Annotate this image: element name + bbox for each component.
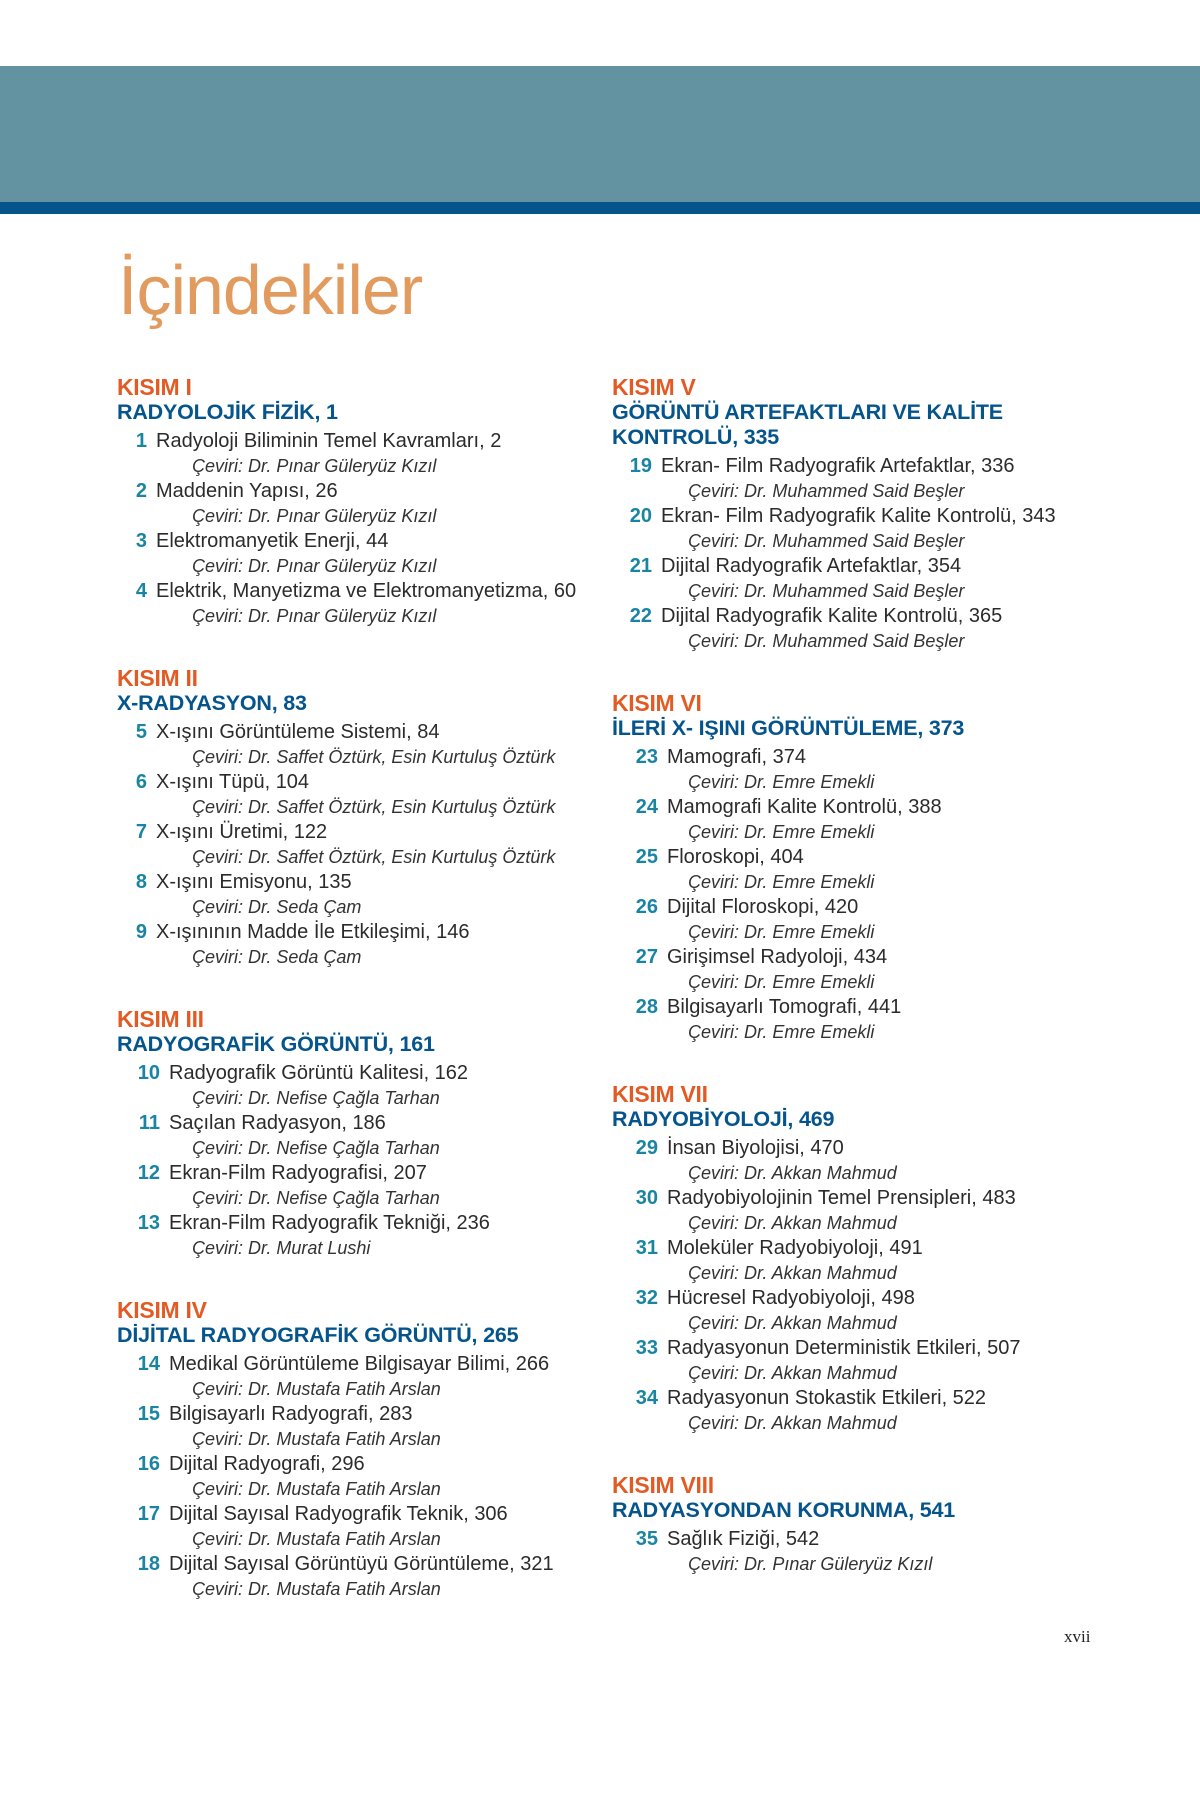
chapter-translator: Çeviri: Dr. Akkan Mahmud	[688, 1313, 897, 1333]
chapter-translator: Çeviri: Dr. Akkan Mahmud	[688, 1263, 897, 1283]
chapter-title: Girişimsel Radyoloji, 434	[667, 946, 888, 968]
chapter-number: 35	[635, 1528, 658, 1550]
chapter-entry[interactable]	[117, 1061, 597, 1111]
part-title: RADYASYONDAN KORUNMA, 541	[612, 1498, 956, 1522]
chapter-entry[interactable]	[612, 1186, 1082, 1236]
chapter-entry[interactable]	[117, 529, 597, 579]
chapter-entry[interactable]	[117, 579, 597, 629]
page-number: xvii	[1064, 1627, 1091, 1646]
part-label: KISIM II	[117, 665, 198, 691]
chapter-translator: Çeviri: Dr. Murat Lushi	[192, 1238, 371, 1258]
chapter-number: 25	[635, 846, 658, 868]
chapter-entry[interactable]	[612, 845, 1082, 895]
chapter-number: 7	[135, 821, 147, 843]
chapter-number: 17	[137, 1503, 160, 1525]
chapter-entry[interactable]	[117, 1452, 597, 1502]
part-label: KISIM VI	[612, 690, 702, 716]
chapter-entry[interactable]	[612, 1286, 1082, 1336]
chapter-entry[interactable]	[612, 454, 1082, 504]
chapter-entry[interactable]	[612, 795, 1082, 845]
chapter-title: X-ışınının Madde İle Etkileşimi, 146	[156, 921, 470, 943]
chapter-number: 8	[135, 871, 147, 893]
part-title: RADYOLOJİK FİZİK, 1	[117, 400, 338, 424]
part-section	[117, 1297, 597, 1602]
chapter-translator: Çeviri: Dr. Mustafa Fatih Arslan	[192, 1379, 441, 1399]
chapter-entry[interactable]	[117, 1502, 597, 1552]
part-label: KISIM III	[117, 1006, 204, 1032]
chapter-number: 9	[135, 921, 147, 943]
chapter-number: 34	[635, 1387, 658, 1409]
chapter-translator: Çeviri: Dr. Saffet Öztürk, Esin Kurtuluş Öztürk	[192, 797, 556, 817]
chapter-number: 20	[629, 505, 652, 527]
chapter-title: Ekran- Film Radyografik Artefaktlar, 336	[661, 455, 1015, 477]
part-title: RADYOBİYOLOJİ, 469	[612, 1107, 835, 1131]
chapter-title: Maddenin Yapısı, 26	[156, 480, 338, 502]
chapter-entry[interactable]	[612, 995, 1082, 1045]
chapter-number: 5	[135, 721, 147, 743]
chapter-entry[interactable]	[117, 870, 597, 920]
part-label: KISIM VIII	[612, 1472, 714, 1498]
chapter-translator: Çeviri: Dr. Muhammed Said Beşler	[688, 631, 965, 651]
chapter-number: 18	[137, 1553, 160, 1575]
chapter-entry[interactable]	[117, 1211, 597, 1261]
chapter-number: 13	[137, 1212, 160, 1234]
chapter-number: 30	[635, 1187, 658, 1209]
chapter-entry[interactable]	[117, 479, 597, 529]
chapter-number: 21	[629, 555, 652, 577]
chapter-title: Ekran-Film Radyografik Tekniği, 236	[169, 1212, 490, 1234]
chapter-translator: Çeviri: Dr. Seda Çam	[192, 897, 362, 917]
chapter-title: X-ışını Emisyonu, 135	[156, 871, 352, 893]
chapter-number: 10	[137, 1062, 160, 1084]
chapter-entry[interactable]	[117, 820, 597, 870]
part-section	[612, 1472, 1082, 1577]
page-title: İçindekiler	[118, 251, 423, 329]
part-section	[612, 374, 1082, 654]
chapter-number: 6	[135, 771, 147, 793]
chapter-title: Ekran-Film Radyografisi, 207	[169, 1162, 427, 1184]
chapter-entry[interactable]	[117, 429, 597, 479]
chapter-title: Sağlık Fiziği, 542	[667, 1528, 820, 1550]
chapter-title: Dijital Sayısal Görüntüyü Görüntüleme, 321	[169, 1553, 554, 1575]
chapter-number: 19	[629, 455, 652, 477]
chapter-entry[interactable]	[612, 604, 1082, 654]
chapter-entry[interactable]	[117, 720, 597, 770]
chapter-title: Moleküler Radyobiyoloji, 491	[667, 1237, 923, 1259]
chapter-title: Dijital Floroskopi, 420	[667, 896, 859, 918]
chapter-translator: Çeviri: Dr. Mustafa Fatih Arslan	[192, 1429, 441, 1449]
chapter-title: Ekran- Film Radyografik Kalite Kontrolü, 343	[661, 505, 1056, 527]
part-title: İLERİ X- IŞINI GÖRÜNTÜLEME, 373	[612, 716, 965, 740]
chapter-title: Bilgisayarlı Tomografi, 441	[667, 996, 902, 1018]
chapter-number: 32	[635, 1287, 658, 1309]
chapter-entry[interactable]	[117, 770, 597, 820]
chapter-number: 14	[137, 1353, 160, 1375]
part-section	[117, 665, 597, 970]
chapter-number: 12	[137, 1162, 160, 1184]
chapter-number: 24	[635, 796, 658, 818]
chapter-entry[interactable]	[117, 1552, 597, 1602]
chapter-translator: Çeviri: Dr. Emre Emekli	[688, 922, 875, 942]
part-title	[612, 400, 1082, 450]
chapter-entry[interactable]	[612, 745, 1082, 795]
chapter-title: Dijital Radyografik Kalite Kontrolü, 365	[661, 605, 1003, 627]
chapter-title: Mamografi, 374	[667, 746, 806, 768]
chapter-translator: Çeviri: Dr. Saffet Öztürk, Esin Kurtuluş Öztürk	[192, 847, 556, 867]
part-section	[612, 1081, 1082, 1436]
chapter-translator: Çeviri: Dr. Saffet Öztürk, Esin Kurtuluş Öztürk	[192, 747, 556, 767]
part-section	[612, 690, 1082, 1045]
chapter-translator: Çeviri: Dr. Nefise Çağla Tarhan	[192, 1088, 440, 1108]
chapter-entry[interactable]	[612, 1527, 1082, 1577]
chapter-translator: Çeviri: Dr. Emre Emekli	[688, 772, 875, 792]
header-banner	[0, 66, 1200, 202]
chapter-translator: Çeviri: Dr. Emre Emekli	[688, 822, 875, 842]
chapter-entry[interactable]	[117, 1161, 597, 1211]
chapter-translator: Çeviri: Dr. Pınar Güleryüz Kızıl	[192, 456, 437, 476]
chapter-translator: Çeviri: Dr. Nefise Çağla Tarhan	[192, 1138, 440, 1158]
chapter-title: X-ışını Üretimi, 122	[156, 821, 328, 843]
chapter-title: Dijital Radyografi, 296	[169, 1453, 365, 1475]
chapter-entry[interactable]	[612, 895, 1082, 945]
chapter-title: Radyoloji Biliminin Temel Kavramları, 2	[156, 430, 502, 452]
chapter-translator: Çeviri: Dr. Mustafa Fatih Arslan	[192, 1529, 441, 1549]
chapter-title: Radyasyonun Deterministik Etkileri, 507	[667, 1337, 1021, 1359]
chapter-number: 23	[635, 746, 658, 768]
toc-right-column	[612, 374, 1082, 1613]
chapter-translator: Çeviri: Dr. Emre Emekli	[688, 1022, 875, 1042]
chapter-entry[interactable]	[117, 1402, 597, 1452]
chapter-number: 1	[135, 430, 147, 452]
chapter-number: 2	[135, 480, 147, 502]
chapter-translator: Çeviri: Dr. Pınar Güleryüz Kızıl	[688, 1554, 933, 1574]
part-title: DİJİTAL RADYOGRAFİK GÖRÜNTÜ, 265	[117, 1323, 519, 1347]
chapter-title: Radyografik Görüntü Kalitesi, 162	[169, 1062, 469, 1084]
part-title: RADYOGRAFİK GÖRÜNTÜ, 161	[117, 1032, 435, 1056]
chapter-title: Elektrik, Manyetizma ve Elektromanyetizma, 60	[156, 580, 577, 602]
chapter-entry[interactable]	[612, 1386, 1082, 1436]
chapter-number: 26	[635, 896, 658, 918]
part-title-line: GÖRÜNTÜ ARTEFAKTLARI VE KALİTE	[612, 400, 1003, 424]
chapter-entry[interactable]	[117, 1352, 597, 1402]
chapter-number: 28	[635, 996, 658, 1018]
chapter-number: 11	[138, 1112, 160, 1134]
part-section	[117, 374, 597, 629]
chapter-translator: Çeviri: Dr. Emre Emekli	[688, 972, 875, 992]
chapter-number: 16	[137, 1453, 160, 1475]
part-label: KISIM V	[612, 374, 696, 400]
chapter-entry[interactable]	[612, 554, 1082, 604]
chapter-title: Elektromanyetik Enerji, 44	[156, 530, 389, 552]
chapter-title: X-ışını Tüpü, 104	[156, 771, 310, 793]
chapter-number: 15	[137, 1403, 160, 1425]
chapter-translator: Çeviri: Dr. Emre Emekli	[688, 872, 875, 892]
chapter-number: 27	[635, 946, 658, 968]
chapter-entry[interactable]	[612, 1336, 1082, 1386]
part-label: KISIM VII	[612, 1081, 708, 1107]
toc-left-column	[117, 374, 597, 1638]
chapter-translator: Çeviri: Dr. Muhammed Said Beşler	[688, 581, 965, 601]
chapter-number: 22	[629, 605, 652, 627]
chapter-title: Dijital Sayısal Radyografik Teknik, 306	[169, 1503, 508, 1525]
part-label: KISIM I	[117, 374, 192, 400]
chapter-number: 3	[135, 530, 147, 552]
chapter-title: Floroskopi, 404	[667, 846, 804, 868]
chapter-title: İnsan Biyolojisi, 470	[667, 1137, 844, 1159]
chapter-entry[interactable]	[117, 920, 597, 970]
chapter-title: Medikal Görüntüleme Bilgisayar Bilimi, 266	[169, 1353, 550, 1375]
chapter-number: 4	[135, 580, 147, 602]
chapter-title: Dijital Radyografik Artefaktlar, 354	[661, 555, 962, 577]
chapter-translator: Çeviri: Dr. Akkan Mahmud	[688, 1413, 897, 1433]
chapter-translator: Çeviri: Dr. Pınar Güleryüz Kızıl	[192, 506, 437, 526]
part-label: KISIM IV	[117, 1297, 207, 1323]
chapter-number: 31	[635, 1237, 658, 1259]
chapter-translator: Çeviri: Dr. Akkan Mahmud	[688, 1213, 897, 1233]
chapter-translator: Çeviri: Dr. Pınar Güleryüz Kızıl	[192, 556, 437, 576]
chapter-title: Hücresel Radyobiyoloji, 498	[667, 1287, 915, 1309]
chapter-title: Radyobiyolojinin Temel Prensipleri, 483	[667, 1187, 1016, 1209]
chapter-translator: Çeviri: Dr. Nefise Çağla Tarhan	[192, 1188, 440, 1208]
chapter-translator: Çeviri: Dr. Mustafa Fatih Arslan	[192, 1579, 441, 1599]
chapter-number: 33	[635, 1337, 658, 1359]
chapter-number: 29	[635, 1137, 658, 1159]
chapter-title: Mamografi Kalite Kontrolü, 388	[667, 796, 942, 818]
chapter-entry[interactable]	[612, 1136, 1082, 1186]
chapter-translator: Çeviri: Dr. Muhammed Said Beşler	[688, 531, 965, 551]
chapter-translator: Çeviri: Dr. Akkan Mahmud	[688, 1363, 897, 1383]
chapter-translator: Çeviri: Dr. Pınar Güleryüz Kızıl	[192, 606, 437, 626]
part-title-line: KONTROLÜ, 335	[612, 425, 780, 449]
chapter-translator: Çeviri: Dr. Muhammed Said Beşler	[688, 481, 965, 501]
chapter-translator: Çeviri: Dr. Mustafa Fatih Arslan	[192, 1479, 441, 1499]
chapter-entry[interactable]	[612, 945, 1082, 995]
part-section	[117, 1006, 597, 1261]
chapter-title: Saçılan Radyasyon, 186	[169, 1112, 386, 1134]
chapter-entry[interactable]	[117, 1111, 597, 1161]
chapter-title: Radyasyonun Stokastik Etkileri, 522	[667, 1387, 987, 1409]
header-stripe	[0, 202, 1200, 214]
chapter-title: X-ışını Görüntüleme Sistemi, 84	[156, 721, 440, 743]
chapter-entry[interactable]	[612, 504, 1082, 554]
chapter-title: Bilgisayarlı Radyografi, 283	[169, 1403, 413, 1425]
chapter-translator: Çeviri: Dr. Seda Çam	[192, 947, 362, 967]
part-title: X-RADYASYON, 83	[117, 691, 307, 715]
chapter-entry[interactable]	[612, 1236, 1082, 1286]
chapter-translator: Çeviri: Dr. Akkan Mahmud	[688, 1163, 897, 1183]
